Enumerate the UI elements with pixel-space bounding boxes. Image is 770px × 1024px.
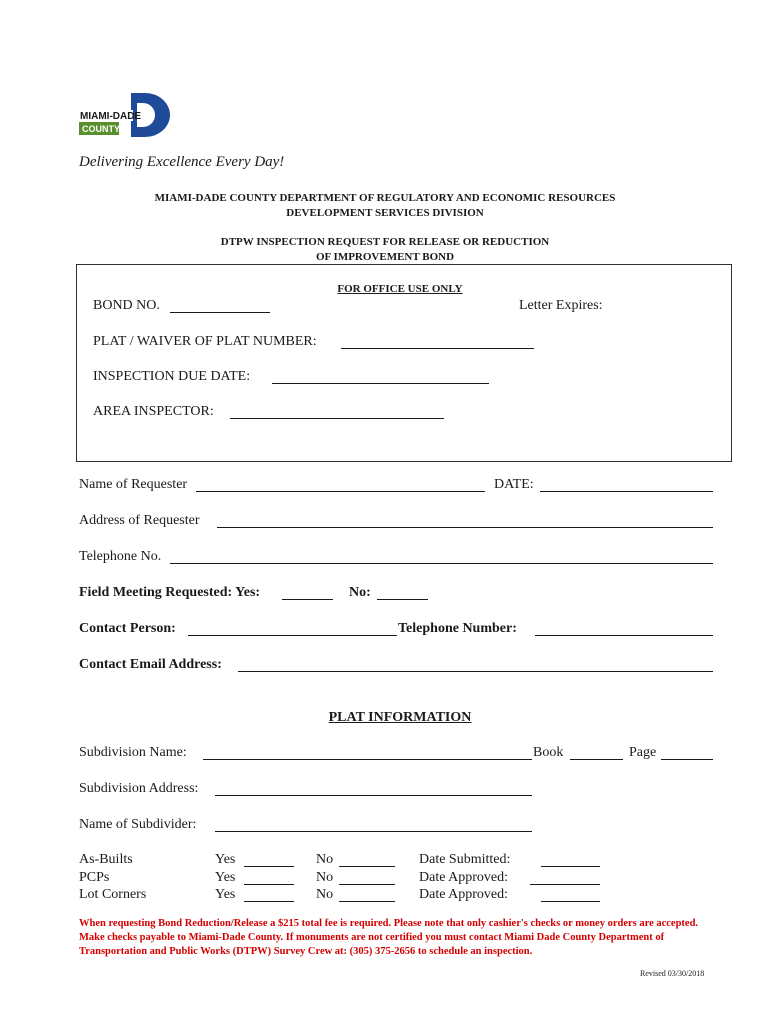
bond-no-field[interactable] <box>170 312 270 313</box>
page-field[interactable] <box>661 759 713 760</box>
pcps-no-label: No <box>316 870 334 885</box>
subdivision-address-label: Subdivision Address: <box>79 781 199 796</box>
date-label: DATE: <box>494 477 534 492</box>
book-field[interactable] <box>570 759 623 760</box>
office-use-heading: FOR OFFICE USE ONLY <box>337 283 463 295</box>
area-inspector-label: AREA INSPECTOR: <box>93 404 214 419</box>
subdivision-address-field[interactable] <box>215 795 532 796</box>
lot-corners-yes-label: Yes <box>215 887 236 902</box>
bond-no-label: BOND NO. <box>93 298 160 313</box>
letter-expires-label: Letter Expires: <box>519 298 603 313</box>
telephone-number-label: Telephone Number: <box>398 621 517 636</box>
as-builts-no-label: No <box>316 852 334 867</box>
field-meeting-no-field[interactable] <box>377 599 428 600</box>
requester-name-label: Name of Requester <box>79 477 188 492</box>
tagline: Delivering Excellence Every Day! <box>79 154 285 170</box>
logo-text-line2: COUNTY <box>82 124 120 134</box>
requester-address-label: Address of Requester <box>79 513 200 528</box>
miami-dade-county-logo <box>79 93 171 137</box>
revised-date: Revised 03/30/2018 <box>640 969 705 978</box>
area-inspector-field[interactable] <box>230 418 444 419</box>
logo-text-line1: MIAMI-DADE <box>80 111 142 122</box>
lot-corners-date-label: Date Approved: <box>419 887 509 902</box>
contact-email-label: Contact Email Address: <box>79 657 222 672</box>
subdivision-name-label: Subdivision Name: <box>79 745 187 760</box>
field-meeting-label: Field Meeting Requested: Yes: <box>79 585 261 600</box>
date-field[interactable] <box>540 491 713 492</box>
contact-email-field[interactable] <box>238 671 713 672</box>
field-meeting-yes-field[interactable] <box>282 599 333 600</box>
plat-number-field[interactable] <box>341 348 534 349</box>
requester-name-field[interactable] <box>196 491 485 492</box>
plat-number-label: PLAT / WAIVER OF PLAT NUMBER: <box>93 334 317 349</box>
form-title-line2: OF IMPROVEMENT BOND <box>315 251 455 263</box>
pcps-date-field[interactable] <box>530 884 600 885</box>
lot-corners-yes-field[interactable] <box>244 901 294 902</box>
requester-address-field[interactable] <box>217 527 713 528</box>
lot-corners-date-field[interactable] <box>541 901 600 902</box>
subdivision-name-field[interactable] <box>203 759 532 760</box>
inspection-due-field[interactable] <box>272 383 489 384</box>
telephone-number-field[interactable] <box>535 635 713 636</box>
contact-person-field[interactable] <box>188 635 397 636</box>
pcps-yes-field[interactable] <box>244 884 294 885</box>
as-builts-date-label: Date Submitted: <box>419 852 511 867</box>
fee-notice: When requesting Bond Reduction/Release a $215 total fee is required. Please note that only cashier's checks or money orders are accepted. Make checks payable to Miami-Dade County. If monuments are not certified you must contact Miami Dade County Department of Transportation and Public Works (DTPW) Survey Crew at: (305) 375-2656 to schedule an inspection. <box>79 918 699 957</box>
book-label: Book <box>533 745 564 760</box>
pcps-yes-label: Yes <box>215 870 236 885</box>
page-label: Page <box>629 745 657 760</box>
telephone-field[interactable] <box>170 563 713 564</box>
subdivider-field[interactable] <box>215 831 532 832</box>
as-builts-yes-field[interactable] <box>244 866 294 867</box>
form-title-line1: DTPW INSPECTION REQUEST FOR RELEASE OR REDUCTION <box>220 236 550 248</box>
as-builts-yes-label: Yes <box>215 852 236 867</box>
division-heading: DEVELOPMENT SERVICES DIVISION <box>286 207 484 219</box>
subdivider-label: Name of Subdivider: <box>79 817 197 832</box>
as-builts-label: As-Builts <box>79 852 133 867</box>
inspection-due-label: INSPECTION DUE DATE: <box>93 369 251 384</box>
pcps-no-field[interactable] <box>339 884 395 885</box>
as-builts-date-field[interactable] <box>541 866 600 867</box>
pcps-date-label: Date Approved: <box>419 870 509 885</box>
telephone-label: Telephone No. <box>79 549 162 564</box>
as-builts-no-field[interactable] <box>339 866 395 867</box>
pcps-label: PCPs <box>79 870 110 885</box>
lot-corners-no-field[interactable] <box>339 901 395 902</box>
lot-corners-no-label: No <box>316 887 334 902</box>
field-meeting-no-label: No: <box>349 585 371 600</box>
plat-information-heading: PLAT INFORMATION <box>328 710 472 725</box>
lot-corners-label: Lot Corners <box>79 887 147 902</box>
department-heading: MIAMI-DADE COUNTY DEPARTMENT OF REGULATORY AND ECONOMIC RESOURCES <box>154 192 616 204</box>
contact-person-label: Contact Person: <box>79 621 176 636</box>
